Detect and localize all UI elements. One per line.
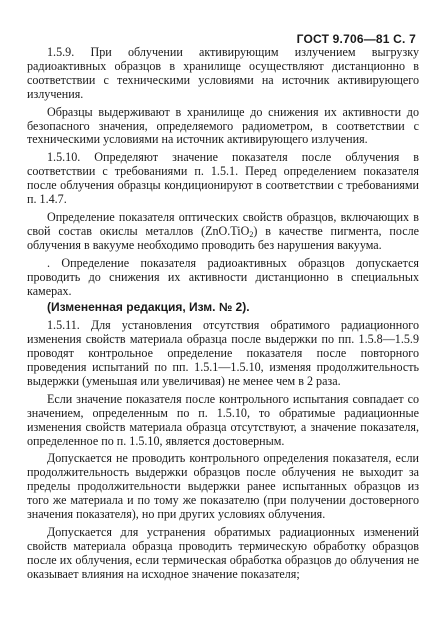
paragraph-1-5-11: 1.5.11. Для установления отсутствия обратимого радиационного изменения свойств материала образца после выдержки по пп. 1.5.8—1.5.9 проводят контрольное определение показателя после повторного проведения испытаний по пп. 1.5.1—1.5.10, изменяя продолжительность выдержки (уменьшая или увеличивая) не менее чем в 2 раза. bbox=[27, 318, 419, 388]
optical-text-end: ) в качестве пигмента, после облучения в вакууме необходимо проводить без нарушения вакуума. bbox=[27, 223, 419, 252]
optical-text-start: Определение показателя оптических свойств образцов, включающих в свой состав окислы металлов (ZnO.TiO bbox=[27, 209, 419, 238]
page-header: ГОСТ 9.706—81 С. 7 bbox=[296, 32, 416, 46]
paragraph-storage: Образцы выдерживают в хранилище до снижения их активности до безопасного значения, определяемого радиометром, в соответствии с техническими условиями на источник активирующего излучения. bbox=[27, 104, 419, 147]
paragraph-1-5-10: 1.5.10. Определяют значение показателя после облучения в соответствии с требованиями п. 1.5.1. Перед определением показателя после облучения образцы кондиционируют в соответствии с требованиями п. 1.4.7. bbox=[27, 150, 419, 207]
document-body bbox=[27, 46, 419, 586]
amendment-note: (Измененная редакция, Изм. № 2). bbox=[47, 300, 250, 315]
paragraph-1-5-9: 1.5.9. При облучении активирующим излучением выгрузку радиоактивных образцов в хранилище осуществляют дистанционно в соответствии с техническими условиями на источник активирующего излучения. bbox=[27, 45, 419, 101]
paragraph-control-test: Если значение показателя после контрольного испытания совпадает со значением, определенным по п. 1.5.10, то обратимые радиационные изменения свойств материала образца отсутствуют, а значение показателя, определенное по п. 1.5.10, является достоверным. bbox=[27, 391, 419, 448]
paragraph-allowed-skip: Допускается не проводить контрольного определения показателя, если продолжительность выдержки образцов после облучения не выходит за пределы продолжительности выдержки ранее испытанных образцов из того же материала и по тому же показателю (при получении достоверного значения показателя), но при других условиях облучения. bbox=[27, 451, 419, 522]
subscript-2: 2 bbox=[249, 229, 254, 239]
paragraph-radioactive-samples: . Определение показателя радиоактивных образцов допускается проводить до снижения их активности дистанционно в специальных камерах. bbox=[27, 255, 419, 298]
paragraph-thermal-treatment: Допускается для устранения обратимых радиационных изменений свойств материала образца проводить термическую обработку образцов после их облучения, если термическая обработка образцов до облучения не оказывает влияния на исходное значение показателя; bbox=[27, 525, 419, 581]
paragraph-optical-properties bbox=[27, 211, 419, 253]
